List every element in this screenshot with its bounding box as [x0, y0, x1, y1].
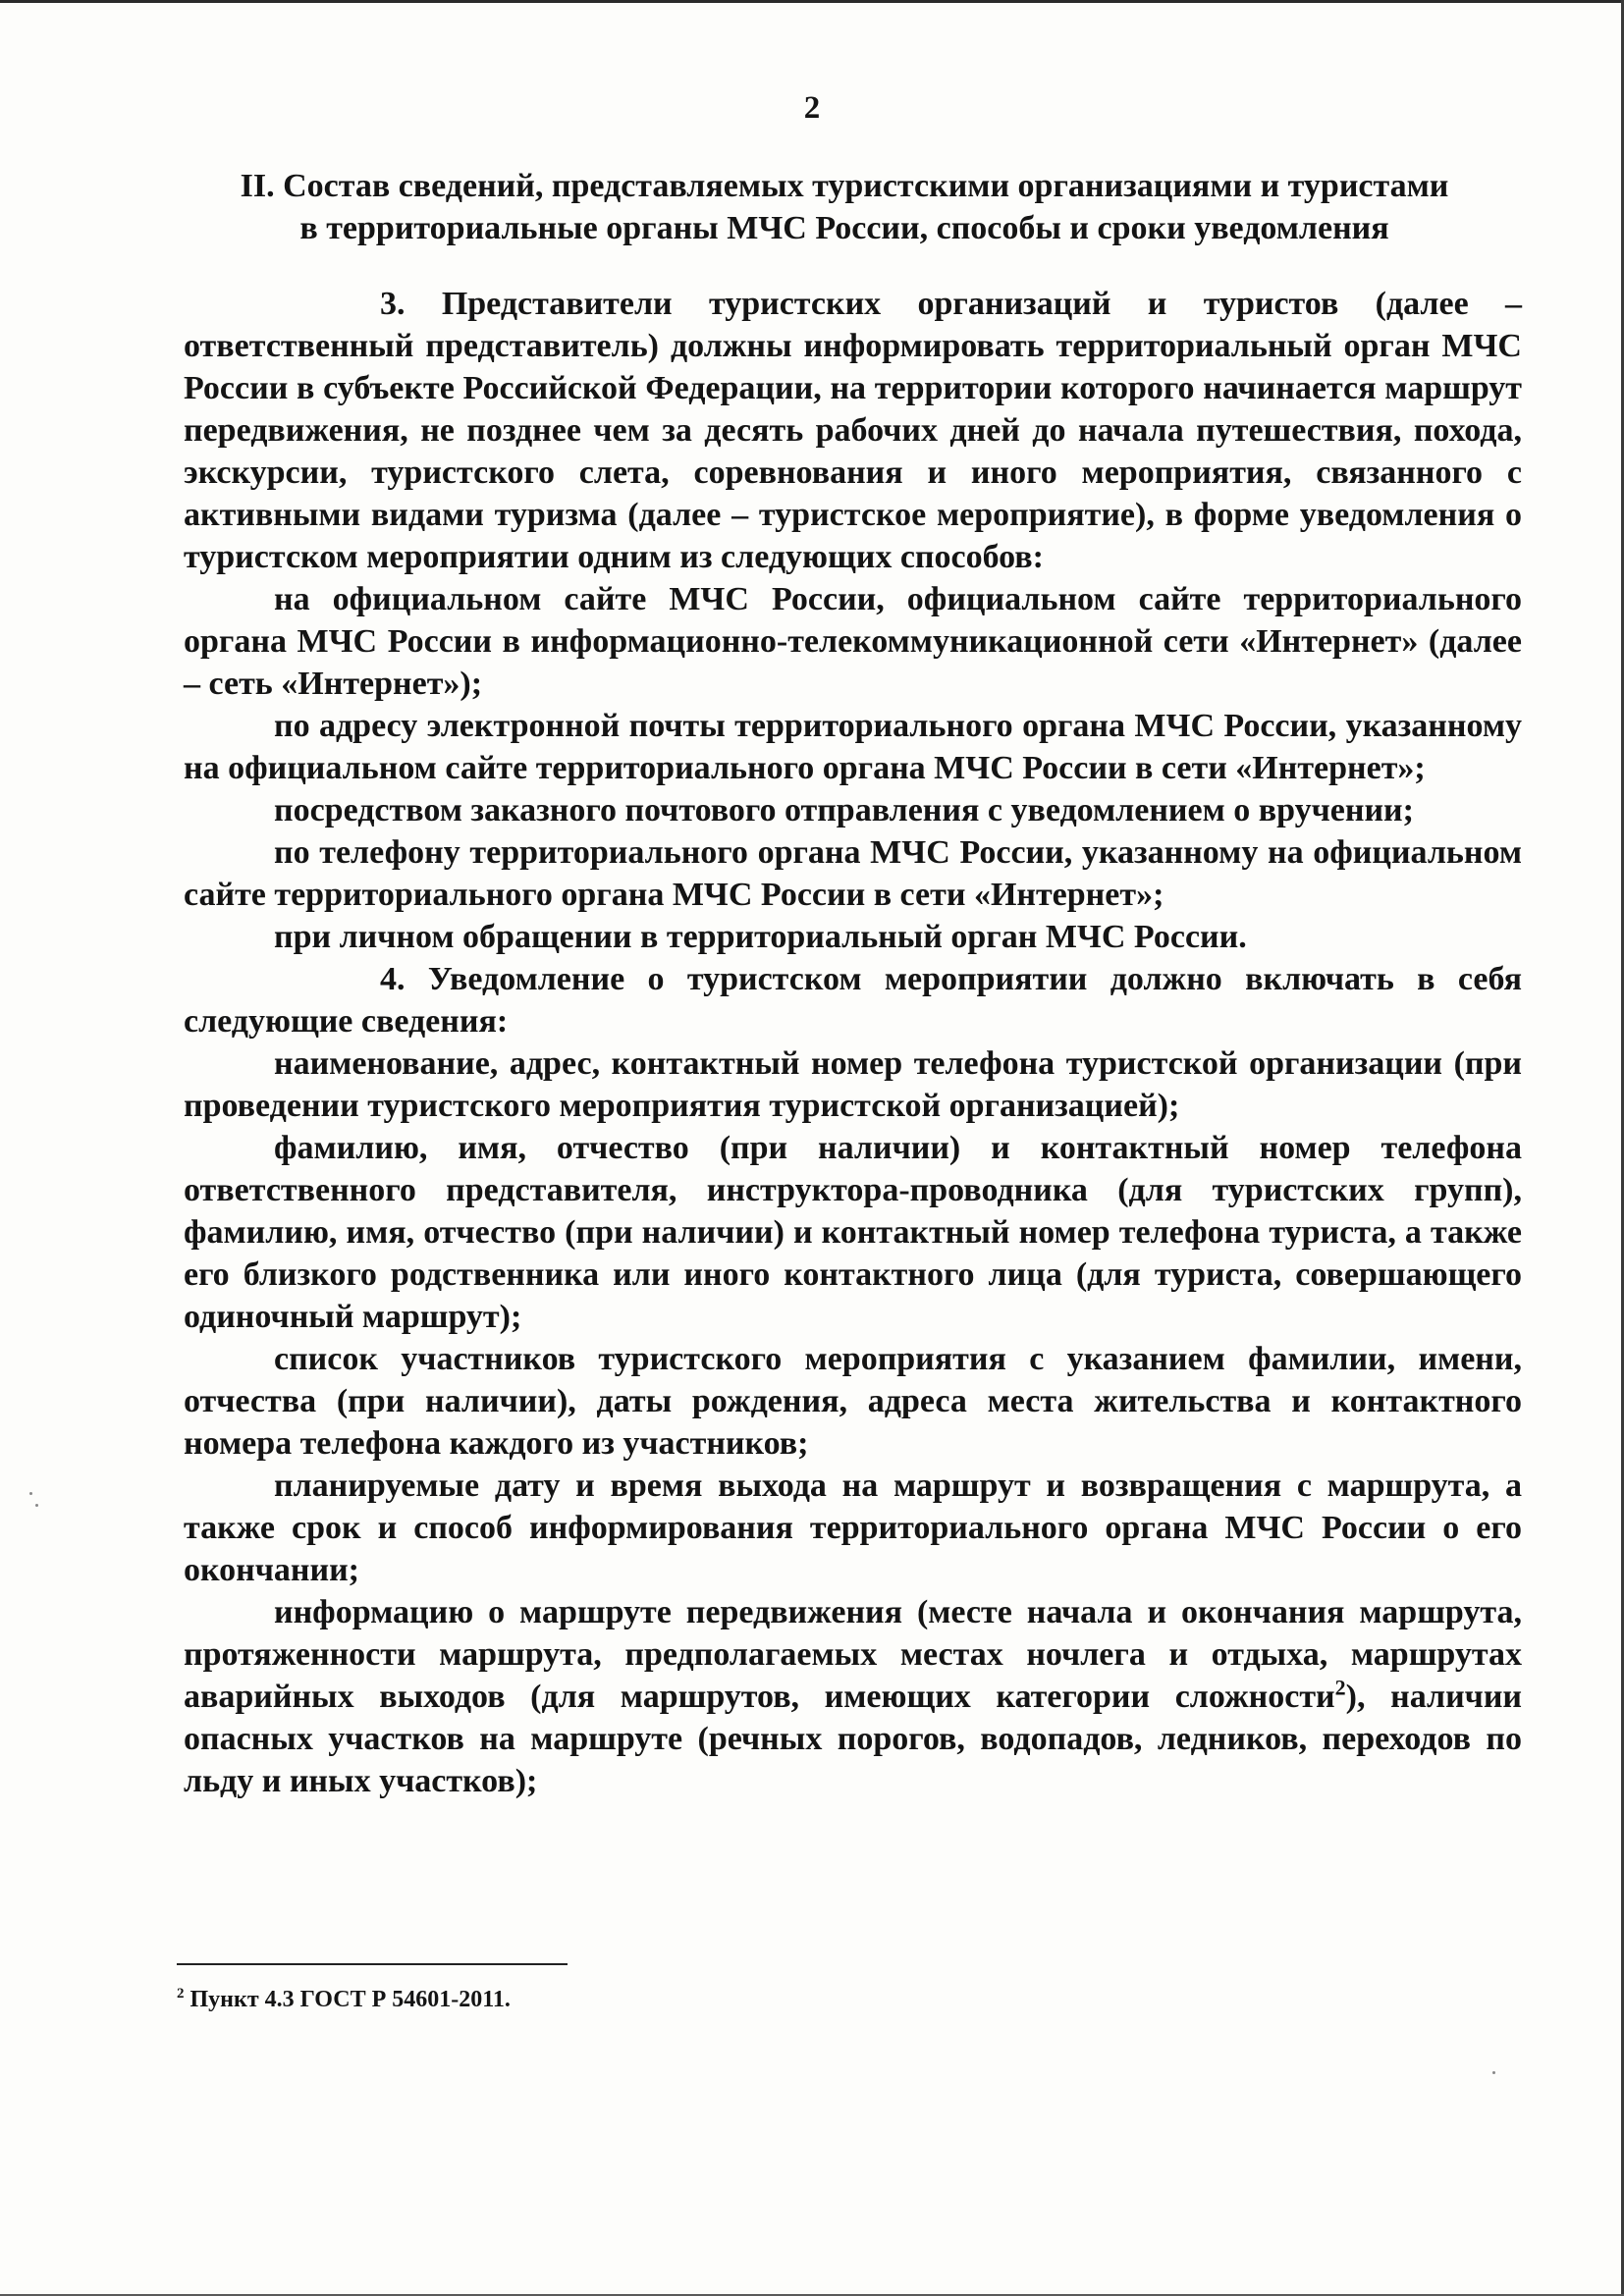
paragraph: по телефону территориального органа МЧС России, указанному на официальном сайте территориального органа МЧС России в сети «Интернет»;	[184, 834, 1522, 913]
paragraph-item-4	[184, 958, 1522, 1042]
paragraph-text: информацию о маршруте передвижения (месте начала и окончания маршрута, протяженности маршрута, предполагаемых местах ночлега и отдыха, маршрутах аварийных выходов (для маршрутов, имеющих категории сложности	[184, 1594, 1522, 1715]
paragraph: планируемые дату и время выхода на маршрут и возвращения с маршрута, а также срок и способ информирования территориального органа МЧС России о его окончании;	[184, 1468, 1522, 1588]
heading-line-2: в территориальные органы МЧС России, способы и сроки уведомления	[299, 210, 1389, 246]
footnote-reference: 2	[1334, 1675, 1346, 1700]
paragraph-route-info	[184, 1591, 1522, 1802]
scan-speck	[29, 1492, 32, 1495]
paragraph-text: ), наличии опасных участков на маршруте (речных порогов, водопадов, ледников, переходов по льду и иных участков);	[184, 1679, 1523, 1799]
scan-speck	[1492, 2071, 1495, 2074]
scan-edge-top	[0, 0, 1624, 3]
section-heading	[157, 165, 1532, 249]
paragraph: список участников туристского мероприятия с указанием фамилии, имени, отчества (при наличии), даты рождения, адреса места жительства и контактного номера телефона каждого из участников;	[184, 1341, 1522, 1462]
paragraph-item-3	[184, 283, 1522, 578]
heading-line-1: II. Состав сведений, представляемых туристскими организациями и туристами	[240, 168, 1449, 204]
footnote-marker: 2	[177, 1986, 185, 2002]
body-text	[184, 283, 1522, 1802]
paragraph-text: Представители туристских организаций и туристов (далее – ответственный представитель) должны информировать территориальный орган МЧС России в субъекте Российской Федерации, на территории которого начинается маршрут передвижения, не позднее чем за десять рабочих дней до начала путешествия, похода, экскурсии, туристского слета, соревнования и иного мероприятия, связанного с активными видами туризма (далее – туристское мероприятие), в форме уведомления о туристском мероприятии одним из следующих способов:	[184, 286, 1523, 575]
paragraph: на официальном сайте МЧС России, официальном сайте территориального органа МЧС России в информационно-телекоммуникационной сети «Интернет» (далее – сеть «Интернет»);	[184, 581, 1522, 702]
paragraph: фамилию, имя, отчество (при наличии) и контактный номер телефона ответственного представителя, инструктора-проводника (для туристских групп), фамилию, имя, отчество (при наличии) и контактный номер телефона туриста, а также его близкого родственника или иного контактного лица (для туриста, совершающего одиночный маршрут);	[184, 1130, 1522, 1335]
paragraph: при личном обращении в территориальный орган МЧС России.	[274, 919, 1247, 955]
paragraph-text: Уведомление о туристском мероприятии должно включать в себя следующие сведения:	[184, 961, 1522, 1040]
paragraph: наименование, адрес, контактный номер телефона туристской организации (при проведении туристского мероприятия туристской организацией);	[184, 1045, 1522, 1124]
footnote-text: Пункт 4.3 ГОСТ Р 54601-2011.	[184, 1987, 511, 2012]
scan-speck	[35, 1504, 38, 1507]
item-number: 3.	[380, 286, 406, 322]
paragraph: посредством заказного почтового отправления с уведомлением о вручении;	[274, 792, 1414, 828]
footnote	[177, 1987, 511, 2013]
footnote-separator	[177, 1963, 568, 1965]
page-number: 2	[803, 90, 821, 126]
paragraph: по адресу электронной почты территориального органа МЧС России, указанному на официальном сайте территориального органа МЧС России в сети «Интернет»;	[184, 708, 1522, 786]
item-number: 4.	[380, 961, 406, 997]
